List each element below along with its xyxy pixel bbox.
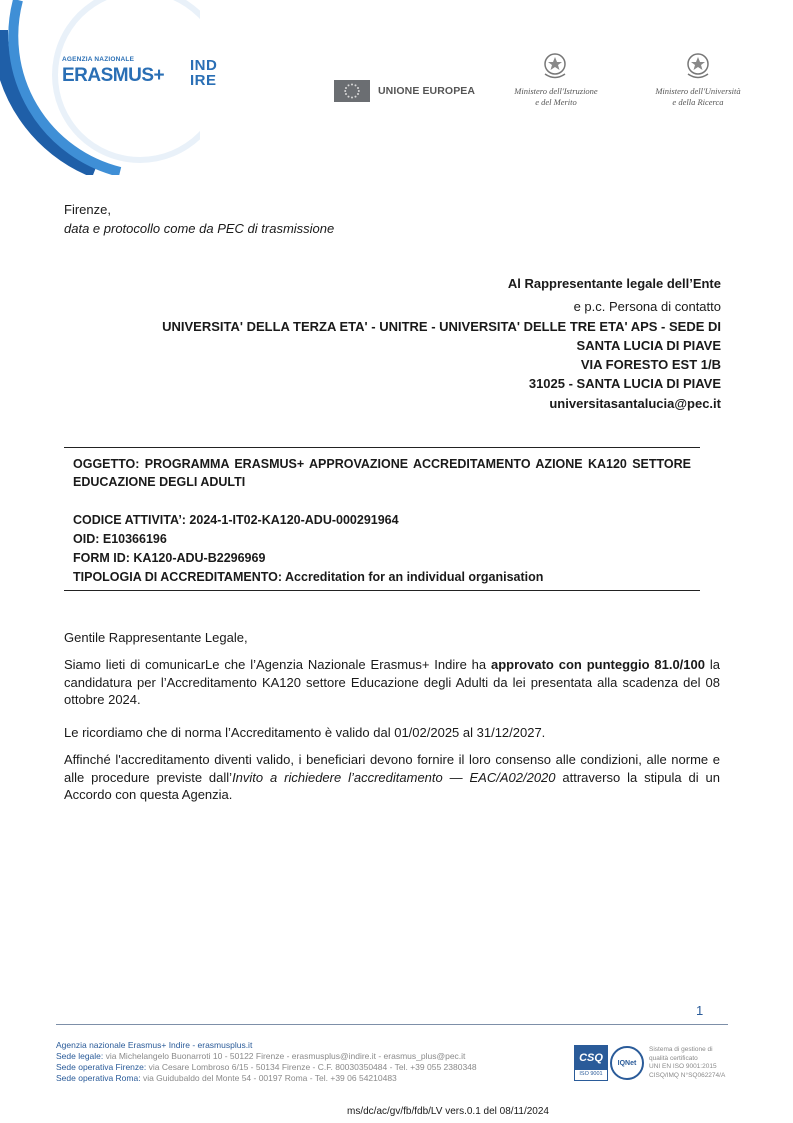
footer-agency-line: Agenzia nazionale Erasmus+ Indire - erasmusplus.it <box>56 1040 253 1050</box>
sede-roma-label: Sede operativa Roma: <box>56 1073 141 1083</box>
p3-invito: Invito a richiedere l’accreditamento — EAC/A02/2020 <box>232 769 556 785</box>
p1-text-a: Siamo lieti di comunicarLe che l’Agenzia Nazionale Erasmus+ Indire ha <box>64 657 491 672</box>
footer-sede-firenze <box>56 1062 477 1073</box>
p1-score: approvato con punteggio 81.0/100 <box>491 657 705 672</box>
cert-line2: qualità certificato <box>649 1054 698 1062</box>
recipient-line3: UNIVERSITA' DELLA TERZA ETA' - UNITRE - UNIVERSITA' DELLE TRE ETA' APS - SEDE DI <box>162 319 721 334</box>
cert-line3: UNI EN ISO 9001:2015 <box>649 1063 717 1070</box>
logo-small-text: AGENZIA NAZIONALE <box>62 56 135 63</box>
subject-text: OGGETTO: PROGRAMMA ERASMUS+ APPROVAZIONE ACCREDITAMENTO AZIONE KA120 SETTORE EDUCAZIONE DEGLI ADULTI <box>73 457 691 489</box>
erasmus-indire-logo <box>62 56 218 96</box>
italian-republic-emblem-icon <box>540 50 570 82</box>
paragraph-consent <box>64 751 720 804</box>
certification-text <box>649 1046 725 1080</box>
ministry2-line2: e della Ricerca <box>672 97 724 107</box>
ministry2-line1: Ministero dell'Università <box>655 86 741 96</box>
sede-legale-text: via Michelangelo Buonarroti 10 - 50122 Firenze - erasmusplus@indire.it - erasmus_plus@pec.it <box>103 1051 466 1061</box>
oid: OID: E10366196 <box>73 532 167 546</box>
footer-sede-roma <box>56 1073 397 1084</box>
subject-top-rule <box>64 447 700 448</box>
version-line: ms/dc/ac/gv/fb/fdb/LV vers.0.1 del 08/11/2024 <box>347 1106 549 1117</box>
csq-logo <box>574 1045 608 1081</box>
sede-firenze-text: via Cesare Lombroso 6/15 - 50134 Firenze - C.F. 80030350484 - Tel. +39 055 2380348 <box>146 1062 477 1072</box>
sede-legale-label: Sede legale: <box>56 1051 104 1061</box>
form-id: FORM ID: KA120-ADU-B2296969 <box>73 551 266 565</box>
logo-big-text: ERASMUS+ <box>62 65 165 86</box>
cert-line4: CISQ/IMQ N°SQ062274/A <box>649 1071 726 1079</box>
paragraph-validity: Le ricordiamo che di norma l’Accreditamento è valido dal 01/02/2025 al 31/12/2027. <box>64 725 546 740</box>
eu-flag-icon <box>334 80 370 102</box>
cert-line1: Sistema di gestione di <box>649 1046 713 1053</box>
iso-label: ISO 9001 <box>579 1071 603 1077</box>
tipologia: TIPOLOGIA DI ACCREDITAMENTO: Accreditation for an individual organisation <box>73 570 544 584</box>
paragraph-approval <box>64 656 720 709</box>
p3-text-c: attraverso la stipula di un Accordo con questa Agenzia. <box>64 769 720 802</box>
recipient-line4: SANTA LUCIA DI PIAVE <box>576 338 721 353</box>
p3-text-a: Affinché l'accreditamento diventi valido, i beneficiari devono fornire il loro consenso alle condizioni, alle norme e alle procedure previste dall’ <box>64 752 720 785</box>
ministry1-line1: Ministero dell'Istruzione <box>514 86 598 96</box>
greeting: Gentile Rappresentante Legale, <box>64 630 248 645</box>
logo-ire: IRE <box>190 72 217 89</box>
subject-bottom-rule <box>64 590 700 591</box>
ministry-istruzione-label <box>496 86 616 108</box>
recipient-line5: VIA FORESTO EST 1/B <box>580 357 721 372</box>
eu-label: UNIONE EUROPEA <box>378 85 476 97</box>
logo-ind: IND <box>190 57 218 74</box>
iqnet-logo <box>610 1046 644 1080</box>
ministry-universita-label <box>638 86 758 108</box>
letter-city: Firenze, <box>64 202 111 217</box>
recipient-line2: e p.c. Persona di contatto <box>573 299 721 314</box>
recipient-line6: 31025 - SANTA LUCIA DI PIAVE <box>528 376 721 391</box>
sede-roma-text: via Guidubaldo del Monte 54 - 00197 Roma - Tel. +39 06 54210483 <box>140 1073 397 1083</box>
letter-protocol: data e protocollo come da PEC di trasmissione <box>64 221 335 236</box>
recipient-email: universitasantalucia@pec.it <box>549 396 721 411</box>
csq-logo-text: CSQ <box>575 1046 607 1070</box>
italian-republic-emblem-icon-2 <box>683 50 713 82</box>
logo-indire-text <box>190 58 217 88</box>
p1-text-c: la candidatura per l’Accreditamento KA120 settore Educazione degli Adulti da lei presentata alla scadenza del 08 ottobre 2024. <box>64 657 720 707</box>
footer-sede-legale <box>56 1051 465 1062</box>
recipient-line1: Al Rappresentante legale dell’Ente <box>507 276 721 291</box>
iqnet-logo-text: IQNet <box>617 1059 637 1067</box>
codice-attivita: CODICE ATTIVITA’: 2024-1-IT02-KA120-ADU-000291964 <box>73 513 399 527</box>
footer-rule <box>56 1024 728 1025</box>
sede-firenze-label: Sede operativa Firenze: <box>56 1062 147 1072</box>
ministry1-line2: e del Merito <box>535 97 577 107</box>
page-number: 1 <box>696 1003 704 1018</box>
